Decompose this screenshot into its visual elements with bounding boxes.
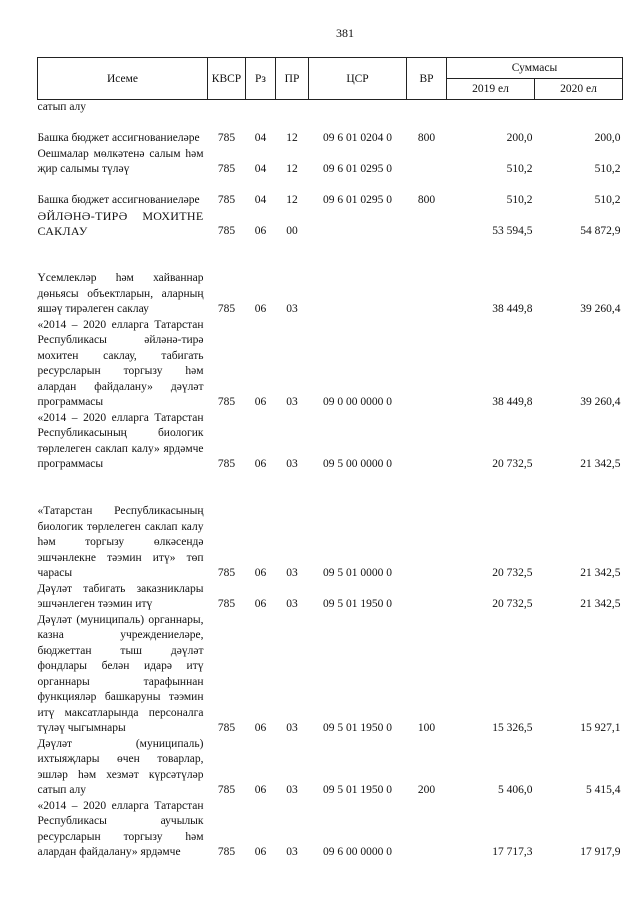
row-rz: 06 xyxy=(254,722,267,734)
table-row xyxy=(38,147,623,178)
table-row xyxy=(38,178,623,209)
table-row xyxy=(38,100,623,116)
header-sums: Суммасы xyxy=(447,58,623,79)
row-kvsr: 785 xyxy=(217,722,236,734)
row-csr: 09 5 00 0000 0 xyxy=(323,458,392,470)
row-vr xyxy=(407,240,447,318)
header-name: Исеме xyxy=(38,58,208,100)
row-pr: 03 xyxy=(286,396,298,408)
row-sum-2020: 39 260,4 xyxy=(580,303,621,315)
row-csr: 09 6 01 0295 0 xyxy=(323,194,392,206)
row-sum-2020: 39 260,4 xyxy=(580,396,621,408)
row-rz: 06 xyxy=(254,567,267,579)
row-vr xyxy=(407,411,447,473)
row-sum-2020: 54 872,9 xyxy=(580,225,621,237)
header-pr: ПР xyxy=(276,58,309,100)
row-csr xyxy=(309,209,407,240)
row-vr: 100 xyxy=(417,722,436,734)
row-name: Дәүләт (муниципаль) органнары, казна учреждениеләре, бюджеттан тыш дәүләт фондлары белән идарә итү органнары тарафыннан функцияләр башкаруны тәэмин итү максатларында персоналга түләү чыгымнары xyxy=(37,613,204,734)
row-csr: 09 5 01 1950 0 xyxy=(323,598,392,610)
row-kvsr: 785 xyxy=(217,396,236,408)
row-kvsr: 785 xyxy=(217,132,236,144)
row-rz: 04 xyxy=(254,194,267,206)
table-body xyxy=(38,100,623,861)
row-pr: 12 xyxy=(286,132,298,144)
row-sum-2019: 53 594,5 xyxy=(492,225,533,237)
row-sum-2020 xyxy=(535,100,623,116)
row-pr: 03 xyxy=(286,784,298,796)
row-sum-2019: 38 449,8 xyxy=(492,303,533,315)
row-vr xyxy=(407,799,447,861)
row-csr: 09 0 00 0000 0 xyxy=(323,396,392,408)
row-kvsr: 785 xyxy=(217,303,236,315)
row-csr: 09 6 01 0295 0 xyxy=(323,163,392,175)
row-csr: 09 6 00 0000 0 xyxy=(323,846,392,858)
row-sum-2019: 200,0 xyxy=(506,132,533,144)
row-vr xyxy=(407,147,447,178)
row-rz: 06 xyxy=(254,225,267,237)
row-csr xyxy=(309,240,407,318)
row-kvsr: 785 xyxy=(217,194,236,206)
row-kvsr: 785 xyxy=(217,784,236,796)
row-sum-2019: 5 406,0 xyxy=(498,784,533,796)
table-row xyxy=(38,582,623,613)
page-number: 381 xyxy=(336,26,354,40)
header-kvsr: КВСР xyxy=(208,58,246,100)
row-kvsr: 785 xyxy=(217,567,236,579)
row-sum-2019: 510,2 xyxy=(506,163,533,175)
header-2020: 2020 ел xyxy=(535,79,623,100)
row-pr: 12 xyxy=(286,163,298,175)
table-row xyxy=(38,209,623,240)
header-2019: 2019 ел xyxy=(447,79,535,100)
row-kvsr xyxy=(208,100,246,116)
row-name: «2014 – 2020 елларга Татарстан Республикасының биологик төрлелеген саклап калу» ярдәмче программасы xyxy=(37,411,204,470)
row-pr: 03 xyxy=(286,567,298,579)
row-name: Башка бюджет ассигнованиеләре xyxy=(37,132,200,144)
row-csr: 09 6 01 0204 0 xyxy=(323,132,392,144)
row-kvsr: 785 xyxy=(217,163,236,175)
row-rz: 06 xyxy=(254,396,267,408)
row-csr: 09 5 01 0000 0 xyxy=(323,567,392,579)
row-sum-2020: 21 342,5 xyxy=(580,598,621,610)
row-sum-2020: 510,2 xyxy=(594,194,621,206)
budget-table xyxy=(37,57,623,861)
row-csr: 09 5 01 1950 0 xyxy=(323,722,392,734)
row-pr: 12 xyxy=(286,194,298,206)
row-rz: 06 xyxy=(254,598,267,610)
row-sum-2020: 5 415,4 xyxy=(586,784,621,796)
table-row xyxy=(38,799,623,861)
row-sum-2019: 15 326,5 xyxy=(492,722,533,734)
header-csr: ЦСР xyxy=(309,58,407,100)
row-sum-2020: 200,0 xyxy=(594,132,621,144)
row-kvsr: 785 xyxy=(217,225,236,237)
table-row xyxy=(38,411,623,473)
row-rz xyxy=(246,100,276,116)
row-rz: 06 xyxy=(254,458,267,470)
row-name: сатып алу xyxy=(37,101,87,113)
row-name: Оешмалар мөлкәтенә салым һәм җир салымы түләү xyxy=(37,147,204,175)
row-sum-2019: 20 732,5 xyxy=(492,458,533,470)
row-name: Дәүләт табигать заказниклары эшчәнлеген тәэмин итү xyxy=(37,582,204,610)
header-rz: Рз xyxy=(246,58,276,100)
row-sum-2019 xyxy=(447,100,535,116)
row-pr: 03 xyxy=(286,303,298,315)
row-rz: 04 xyxy=(254,163,267,175)
row-sum-2019: 38 449,8 xyxy=(492,396,533,408)
row-sum-2019: 17 717,3 xyxy=(492,846,533,858)
row-name: «2014 – 2020 елларга Татарстан Республикасы әйләнә-тирә мохитен саклау, табигать ресурсларын торгызу һәм алардан файдалану» дәүләт программасы xyxy=(37,318,204,408)
row-rz: 06 xyxy=(254,846,267,858)
row-rz: 06 xyxy=(254,784,267,796)
table-row xyxy=(38,116,623,147)
table-row xyxy=(38,473,623,582)
row-sum-2020: 21 342,5 xyxy=(580,458,621,470)
row-kvsr: 785 xyxy=(217,598,236,610)
row-rz: 04 xyxy=(254,132,267,144)
row-sum-2020: 21 342,5 xyxy=(580,567,621,579)
row-sum-2020: 17 917,9 xyxy=(580,846,621,858)
row-pr: 03 xyxy=(286,722,298,734)
row-csr: 09 5 01 1950 0 xyxy=(323,784,392,796)
row-name: ӘЙЛӘНӘ-ТИРӘ МОХИТНЕ САКЛАУ xyxy=(37,208,204,238)
row-sum-2020: 15 927,1 xyxy=(580,722,621,734)
row-sum-2019: 20 732,5 xyxy=(492,567,533,579)
row-kvsr: 785 xyxy=(217,846,236,858)
row-vr xyxy=(407,473,447,582)
row-sum-2020: 510,2 xyxy=(594,163,621,175)
row-pr: 03 xyxy=(286,458,298,470)
row-vr xyxy=(407,318,447,411)
row-rz: 06 xyxy=(254,303,267,315)
row-name: Үсемлекләр һәм хайваннар дөньясы объектларын, аларның яшәү тирәлеген саклау xyxy=(37,272,204,315)
table-row xyxy=(38,737,623,799)
table-row xyxy=(38,240,623,318)
table-header xyxy=(38,58,623,100)
row-vr: 800 xyxy=(417,132,436,144)
row-vr: 800 xyxy=(417,194,436,206)
row-csr xyxy=(309,100,407,116)
row-pr: 03 xyxy=(286,598,298,610)
row-sum-2019: 510,2 xyxy=(506,194,533,206)
row-pr: 03 xyxy=(286,846,298,858)
table-row xyxy=(38,613,623,737)
row-vr xyxy=(407,100,447,116)
row-vr: 200 xyxy=(417,784,436,796)
row-name: Дәүләт (муниципаль) ихтыяҗлары өчен товарлар, эшләр һәм хезмәт күрсәтүләр сатып алу xyxy=(37,737,204,796)
row-vr xyxy=(407,582,447,613)
row-sum-2019: 20 732,5 xyxy=(492,598,533,610)
row-name: «Татарстан Республикасының биологик төрлелеген саклап калу һәм торгызу өлкәсендә эшчәнлекне тәэмин итү» төп чарасы xyxy=(37,505,204,579)
row-name: «2014 – 2020 елларга Татарстан Республикасы аучылык ресурсларын торгызу һәм алардан файдалану» ярдәмче xyxy=(37,799,204,858)
row-vr xyxy=(407,209,447,240)
row-name: Башка бюджет ассигнованиеләре xyxy=(37,194,200,206)
row-kvsr: 785 xyxy=(217,458,236,470)
row-pr xyxy=(276,100,309,116)
table-row xyxy=(38,318,623,411)
row-pr: 00 xyxy=(286,225,298,237)
header-vr: ВР xyxy=(407,58,447,100)
